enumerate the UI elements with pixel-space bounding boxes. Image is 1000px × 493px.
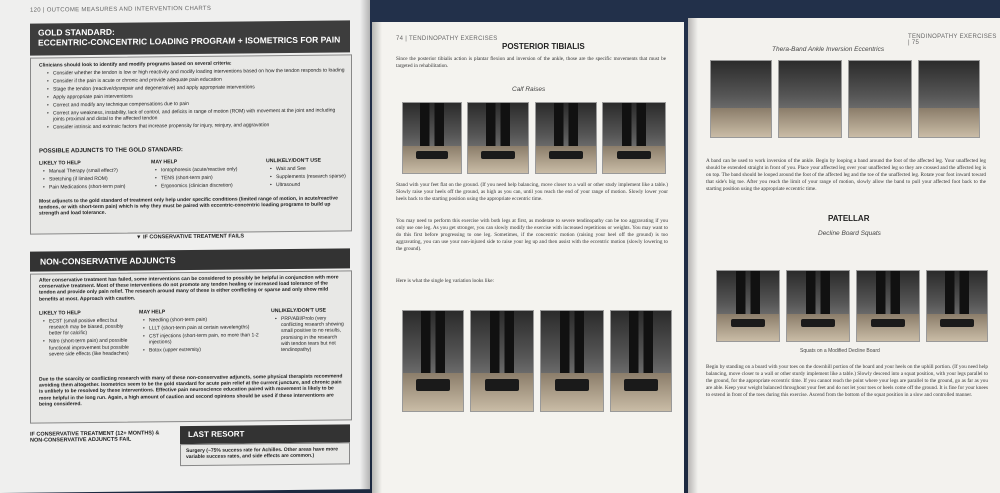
calf-raises-title: Calf Raises [512,86,546,93]
last-resort-text: Surgery (~75% success rate for Achilles. Other areas have more variable success rates, and side effects are common.) [180,442,350,466]
adjuncts-note: Most adjuncts to the gold standard of treatment only help under specific conditions (limited range of motion, in acute/reactive tendons, or with short-term pain) which is why they must be paired with eccentric-concentric loading programs to build up strength and load tolerance. [39,195,338,217]
nc-likely-column [39,310,129,360]
single-leg-photo-3 [540,310,604,412]
nonconservative-title: NON-CONSERVATIVE ADJUNCTS [40,255,176,267]
gold-standard-title-2: ECCENTRIC-CONCENTRIC LOADING PROGRAM + ISOMETRICS FOR PAIN [38,34,341,48]
nc-may-column [139,308,259,355]
calf-raise-photo-2 [467,102,529,174]
theraband-photo-3 [848,60,912,138]
list-item: • TENS (short-term pain) [161,174,256,181]
list-item: • Consider intrinsic and extrinsic factors that increase propensity for injury, reinjury, and aggravation [53,122,348,131]
likely-label: LIKELY TO HELP [39,160,81,167]
theraband-photo-2 [778,60,842,138]
may-label: MAY HELP [151,159,178,166]
left-spine-shadow [360,0,370,489]
gold-standard-banner [30,20,350,55]
list-item: • Botox (upper extremity) [149,346,259,353]
list-item: • ECST (small positive effect but research may be biased, possibly better for calcific) [49,318,129,337]
section-title-posterior-tibialis: POSTERIOR TIBIALIS [502,42,585,51]
calf-raise-photo-3 [535,102,597,174]
squat-photo-1 [716,270,780,342]
likely-column [39,160,139,193]
unlikely-label: UNLIKELY/DON'T USE [266,157,321,165]
theraband-photo-1 [710,60,772,138]
list-item: • Consider whether the tendon is low or high reactivity and modify loading interventions based on how the tendon responds to loading [53,67,348,76]
nc-may-label: MAY HELP [139,309,166,316]
nc-likely-label: LIKELY TO HELP [39,310,81,317]
squat-photo-3 [856,270,920,342]
squats-paragraph: Begin by standing on a board with your toes on the downhill portion of the board and your heels on the uphill portion. (If you need help balancing, move closer to a wall or other sturdy implement like a table.) Slowly descend into a squat position, with your legs parallel to the ground, for the appropriate eccentric time. If you cannot reach the point where your legs are parallel to the ground, go as far as you are able. Keep your weight balanced throughout your feet and do not let your toes or heels come off the ground. It is fine for your knees to extend in front of the toes during this exercise. Ascend from the bottom of the squat position in a slow and controlled manner. [706,364,988,398]
fails-label-2b: NON-CONSERVATIVE ADJUNCTS FAIL [30,436,132,444]
squat-photo-4 [926,270,988,342]
list-item: • Stretching (if limited ROM) [49,176,139,183]
last-resort-title: LAST RESORT [188,429,245,440]
nonconservative-box [30,270,352,423]
right-spine-shadow [688,18,698,493]
squat-photo-2 [786,270,850,342]
squats-title: Decline Board Squats [818,230,881,237]
right-page [688,18,1000,493]
fails-arrow-2 [30,430,170,443]
calf-raises-paragraph-2: You may need to perform this exercise with both legs at first, as moderate to severe tendinopathy can be too aggravating if you only use one leg. As you get stronger, you can slowly modify the exercise with increased repetitions or weights. You may want to do this first before progressing to one leg. Sometimes, if the concentric motion (raising your heel off the ground) is too aggravating, you can use your non-injured side to raise your leg up and then assist with the eccentric motion (slowly lowering to the ground). [396,218,668,252]
criteria-list [43,67,348,132]
list-item: • Ultrasound [276,181,346,188]
may-column [151,158,256,191]
list-item: • Ergonomics (clinician discretion) [161,182,256,189]
list-item: • Consider if the pain is acute or chronic and provide adequate pain education [53,75,348,84]
list-item: • Iontophoresis (acute/reactive only) [161,166,256,173]
list-item: • Pain Medications (short-term pain) [49,184,139,191]
list-item: • PRP/ABI/Prolo (very conflicting research showing small positive to no results, promising in the research with tendon tears but not tendinopathy) [281,315,346,353]
gold-standard-box [30,54,352,234]
calf-raise-photo-4 [602,102,666,174]
fails-label-1: IF CONSERVATIVE TREATMENT FAILS [142,233,245,241]
list-item: • Supplements (research sparse) [276,173,346,180]
theraband-photo-4 [918,60,980,138]
nonconservative-text: After conservative treatment has failed, some interventions can be considered to possibly be helpful in conjunction with more conservative treatment. Most of these interventions do not promote any tendon healing or increased load tolerance of the tendon and provide only pain relief. The research around many of these is either conflicting or sparse and only show mild benefits at most. Approach with caution. [39,274,339,303]
fails-label-2a: IF CONSERVATIVE TREATMENT (12+ MONTHS) & [30,430,160,438]
single-leg-photo-1 [402,310,464,412]
down-arrow-icon: ▼ [135,234,143,241]
single-leg-photo-2 [470,310,534,412]
fails-arrow-1 [100,233,280,241]
last-resort-banner [180,424,350,444]
right-page-header: TENDINOPATHY EXERCISES | 75 [908,34,997,46]
nc-unlikely-label: UNLIKELY/DON'T USE [271,307,326,315]
list-item: • LLLT (short-term pain at certain wavelengths) [149,324,259,331]
single-leg-label: Here is what the single leg variation looks like: [396,278,494,284]
left-page-header: 120 | OUTCOME MEASURES AND INTERVENTION CHARTS [30,5,212,14]
list-item: • Correct and modify any technique compensations due to pain [53,99,348,108]
middle-intro: Since the posterior tibialis action is plantar flexion and inversion of the ankle, those are the specific movements that must be targeted in rehabilitation. [396,56,666,69]
middle-page-header: 74 | TENDINOPATHY EXERCISES [396,36,498,42]
list-item: • Wait and See [276,165,346,172]
left-page [0,0,370,493]
list-item: • Needling (short-term pain) [149,316,259,323]
nonconservative-banner [30,248,350,271]
list-item: • CST injections (short-term pain, no more than 1-2 injections) [149,332,259,346]
squat-caption: Squats on a Modified Decline Board [800,348,880,354]
single-leg-photo-4 [610,310,672,412]
theraband-paragraph: A band can be used to work inversion of the ankle. Begin by looping a band around the foot of the affected leg. Your unaffected leg should be extended straight in front of you. Place your affected leg over your unaffected leg so they are crossed and the affected leg is on top. The band should be looped around the foot of the affected leg and the toe of the unaffected leg. Rotate your foot inward toward that side's big toe. After you reach the limit of your range of motion, slowly allow the band to pull your affected foot back to the starting position using the appropriate eccentric time. [706,158,986,192]
criteria-intro: Clinicians should look to identify and modify programs based on several criteria: [39,60,232,69]
list-item: • Manual Therapy (small effect?) [49,168,139,175]
adjuncts-title: POSSIBLE ADJUNCTS TO THE GOLD STANDARD: [39,147,183,155]
calf-raise-photo-1 [402,102,462,174]
list-item: • Stage the tendon (reactive/dysrepair and degenerative) and apply appropriate interventions [53,83,348,92]
section-title-patellar: PATELLAR [828,214,870,223]
nonconservative-note: Due to the scarcity or conflicting research with many of these non-conservative adjuncts, some physical therapists recommend avoiding them altogether. Isometrics seem to be the gold standard for acute pain relief at the current juncture, and chronic pain is unlikely to be resolved by these interventions. Effective pain neuroscience education paired with movement is likely to be more helpful in the long run. Again, a high amount of caution and second opinions should be used if these interventions are being considered. [39,373,343,408]
unlikely-column [266,157,346,190]
list-item: • Nitro (short-term pain) and possible functional improvement but possible severe side effects (like headaches) [49,338,129,357]
middle-page [372,22,684,493]
theraband-title: Thera-Band Ankle Inversion Eccentrics [772,46,885,53]
gold-standard-title-1: GOLD STANDARD: [38,26,115,38]
nc-unlikely-column [271,307,346,355]
middle-spine-shadow [372,22,382,493]
calf-raises-paragraph-1: Stand with your feet flat on the ground. (If you need help balancing, move closer to a wall or other study implement like a table.) Slowly raise your heels off the ground, as high as you can, until you reach the end of your range of motion. Slowly lower your heels back to the starting position using the appropriate eccentric time. [396,182,668,202]
list-item: • Apply appropriate pain interventions [53,91,348,100]
list-item: • Correct any weakness, instability, lack of control, and deficits in range of motion (ROM) with movement at the joint and including joints proximal and distal to the affected tendon [53,107,348,122]
